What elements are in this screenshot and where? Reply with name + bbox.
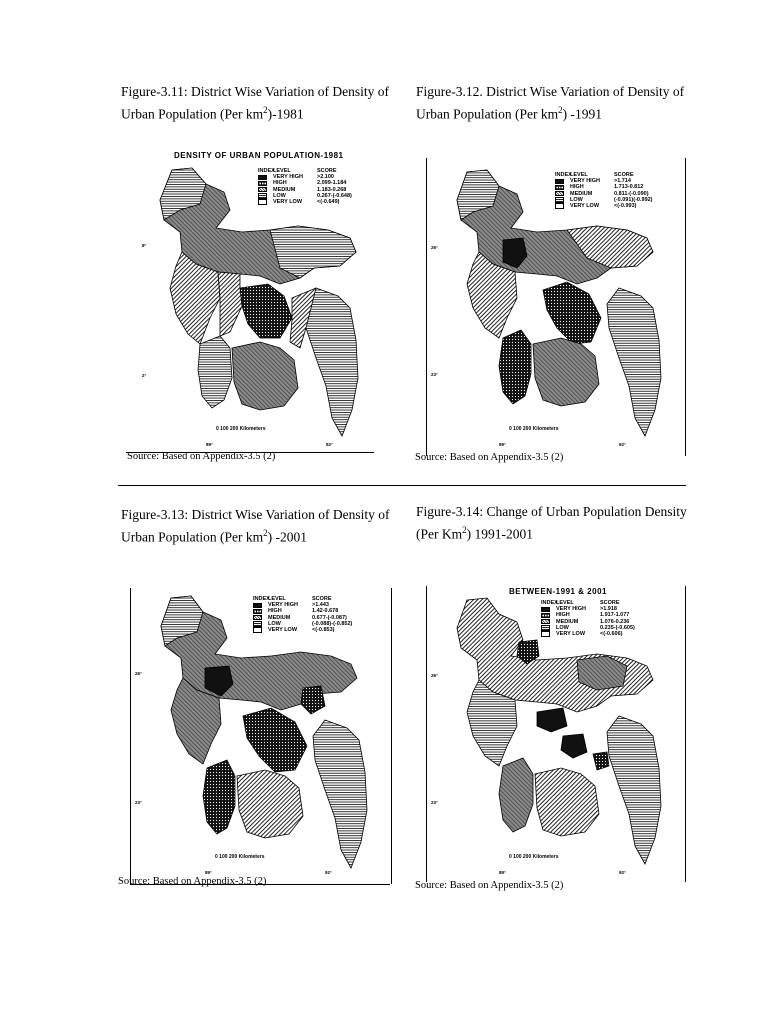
legend-score: >2.100 [317, 174, 334, 181]
legend-score: 0.267-(-0.648) [317, 192, 352, 199]
caption-year: ) -2001 [267, 529, 307, 545]
caption-text: Figure-3.12. District Wise Variation of Density of Urban Population (Per km [416, 84, 685, 122]
latitude-label: 23° [431, 372, 438, 377]
district-region-northeast-high [301, 686, 325, 714]
legend-score: (-0.088)-(-0.852) [312, 620, 353, 627]
legend-score: 1.42-0.678 [312, 608, 339, 615]
district-region-southwest [499, 330, 531, 404]
legend-score: 1.917-1.077 [600, 612, 630, 619]
legend-score: <(-0.649) [317, 198, 340, 205]
legend-header-level: LEVEL [268, 596, 286, 602]
district-region-south [533, 338, 599, 406]
figure-caption-2 [416, 82, 706, 124]
district-region-south [499, 758, 533, 832]
map-panel-1 [120, 148, 380, 458]
legend-level: VERY LOW [273, 198, 303, 205]
district-region-high-southeast [593, 752, 609, 770]
source-note: Source: Based on Appendix-3.5 (2) [415, 452, 564, 463]
legend-level: MEDIUM [273, 186, 296, 193]
district-region-dhaka [240, 284, 292, 338]
map-title: BETWEEN-1991 & 2001 [509, 587, 607, 596]
legend-swatch-high [555, 185, 564, 191]
latitude-label: 23° [431, 800, 438, 805]
longitude-label: 92° [326, 442, 333, 447]
legend-swatch-very-low [253, 627, 262, 633]
legend-level: LOW [268, 620, 281, 627]
legend-swatch-high [541, 613, 550, 619]
legend-score: 2.099-1.184 [317, 180, 347, 187]
legend-score: <(-0.853) [312, 626, 335, 633]
legend-score: <(-0.606) [600, 630, 623, 637]
legend-swatch-low [555, 197, 564, 203]
legend-swatch-low [258, 193, 267, 199]
legend-swatch-very-high [541, 607, 550, 613]
legend-swatch-medium [258, 187, 267, 193]
legend-swatch-very-low [541, 631, 550, 637]
legend-header-level: LEVEL [273, 168, 291, 174]
district-region-center [218, 272, 242, 336]
legend-header-index: INDEX [258, 168, 275, 174]
legend-score: 1.183-0.268 [317, 186, 347, 193]
district-region-dhaka [543, 282, 601, 344]
legend-score: 0.235-(-0.605) [600, 624, 635, 631]
legend-level: VERY HIGH [273, 174, 303, 181]
district-region-southcentral [535, 768, 599, 836]
caption-superscript: 2 [263, 528, 268, 538]
map-panel-4 [426, 586, 686, 882]
longitude-label: 89° [499, 870, 506, 875]
section-divider [118, 485, 686, 486]
legend-swatch-medium [555, 191, 564, 197]
legend-level: VERY HIGH [556, 606, 586, 613]
district-region-southwest [198, 336, 232, 408]
figure-caption-1 [121, 82, 411, 124]
district-region-southeast [313, 720, 367, 868]
source-note: Source: Based on Appendix-3.5 (2) [415, 880, 564, 891]
legend [258, 168, 352, 205]
legend-swatch-high [258, 181, 267, 187]
legend-level: HIGH [570, 184, 584, 191]
district-region-south [237, 770, 303, 838]
longitude-label: 92° [325, 870, 332, 875]
legend-level: VERY LOW [570, 202, 600, 209]
legend-level: LOW [570, 196, 583, 203]
district-region-southeast [607, 716, 661, 864]
legend-header-score: SCORE [317, 168, 337, 174]
legend-level: MEDIUM [570, 190, 593, 197]
legend [541, 600, 635, 637]
legend-swatch-low [541, 625, 550, 631]
legend-row [258, 199, 352, 205]
legend-score: >1.918 [600, 606, 617, 613]
legend-swatch-medium [253, 615, 262, 621]
caption-year: ) -1991 [562, 106, 602, 122]
legend-level: HIGH [268, 608, 282, 615]
legend-row [555, 203, 653, 209]
legend-level: HIGH [273, 180, 287, 187]
latitude-label: 23° [135, 800, 142, 805]
legend-score: (-0.091)(-0.992) [614, 196, 653, 203]
scale-bar: 0 100 200 Kilometers [509, 426, 559, 432]
legend-swatch-medium [541, 619, 550, 625]
legend-header-level: LEVEL [556, 600, 574, 606]
longitude-label: 89° [206, 442, 213, 447]
caption-superscript: 2 [263, 105, 268, 115]
latitude-label: 26° [135, 671, 142, 676]
legend-header-index: INDEX [253, 596, 270, 602]
legend-level: HIGH [556, 612, 570, 619]
caption-text: Figure-3.11: District Wise Variation of Density of Urban Population (Per km [121, 84, 390, 122]
legend-header-score: SCORE [600, 600, 620, 606]
caption-superscript: 2 [558, 105, 563, 115]
map-panel-3 [130, 588, 392, 884]
legend-level: VERY HIGH [570, 178, 600, 185]
legend-swatch-high [253, 609, 262, 615]
legend-level: VERY HIGH [268, 602, 298, 609]
longitude-label: 92° [619, 442, 626, 447]
caption-superscript: 2 [462, 525, 467, 535]
legend-row [253, 627, 352, 633]
district-region-very-high-east [561, 734, 587, 758]
legend-level: VERY LOW [268, 626, 298, 633]
legend-level: MEDIUM [268, 614, 291, 621]
district-region-southeast [304, 288, 358, 436]
caption-year: )-1981 [267, 106, 304, 122]
caption-year: ) 1991-2001 [466, 526, 533, 542]
legend-header-score: SCORE [312, 596, 332, 602]
district-region-south [232, 342, 298, 410]
longitude-label: 89° [499, 442, 506, 447]
district-region-southwest [203, 760, 235, 834]
legend-score: <(-0.993) [614, 202, 637, 209]
figure-caption-4 [416, 502, 706, 544]
legend-swatch-very-high [258, 175, 267, 181]
source-note: Source: Based on Appendix-3.5 (2) [127, 451, 276, 462]
legend-header-index: INDEX [541, 600, 558, 606]
map-title: DENSITY OF URBAN POPULATION-1981 [174, 151, 344, 160]
legend-swatch-very-high [555, 179, 564, 185]
longitude-label: 92° [619, 870, 626, 875]
caption-text: Figure-3.14: Change of Urban Population Density (Per Km [416, 504, 687, 542]
map-panel-2 [426, 158, 686, 456]
latitude-label: 8° [142, 243, 147, 248]
district-region-very-high-center [537, 708, 567, 732]
latitude-label: 2° [142, 373, 147, 378]
legend-swatch-very-high [253, 603, 262, 609]
legend-header-index: INDEX [555, 172, 572, 178]
legend-score: >1.443 [312, 602, 329, 609]
legend-swatch-very-low [258, 199, 267, 205]
longitude-label: 89° [205, 870, 212, 875]
legend-header-level: LEVEL [570, 172, 588, 178]
figure-caption-3 [121, 505, 411, 547]
legend-level: MEDIUM [556, 618, 579, 625]
legend-score: >1.714 [614, 178, 631, 185]
latitude-label: 26° [431, 245, 438, 250]
legend-score: 1.713-0.812 [614, 184, 644, 191]
latitude-label: 26° [431, 673, 438, 678]
legend-score: 1.076-0.236 [600, 618, 630, 625]
scale-bar: 0 100 200 Kilometers [215, 854, 265, 860]
district-region-southeast [607, 288, 661, 436]
scale-bar: 0 100 200 Kilometers [509, 854, 559, 860]
legend [555, 172, 653, 209]
legend-header-score: SCORE [614, 172, 634, 178]
source-note: Source: Based on Appendix-3.5 (2) [118, 876, 267, 887]
legend-score: 0.677-(-0.087) [312, 614, 347, 621]
legend-level: LOW [273, 192, 286, 199]
legend-swatch-very-low [555, 203, 564, 209]
legend-level: LOW [556, 624, 569, 631]
district-region-dhaka [243, 708, 307, 772]
legend-swatch-low [253, 621, 262, 627]
legend-level: VERY LOW [556, 630, 586, 637]
legend [253, 596, 352, 633]
legend-row [541, 631, 635, 637]
scale-bar: 0 100 200 Kilometers [216, 426, 266, 432]
legend-score: 0.811-(-0.090) [614, 190, 649, 197]
caption-text: Figure-3.13: District Wise Variation of Density of Urban Population (Per km [121, 507, 390, 545]
